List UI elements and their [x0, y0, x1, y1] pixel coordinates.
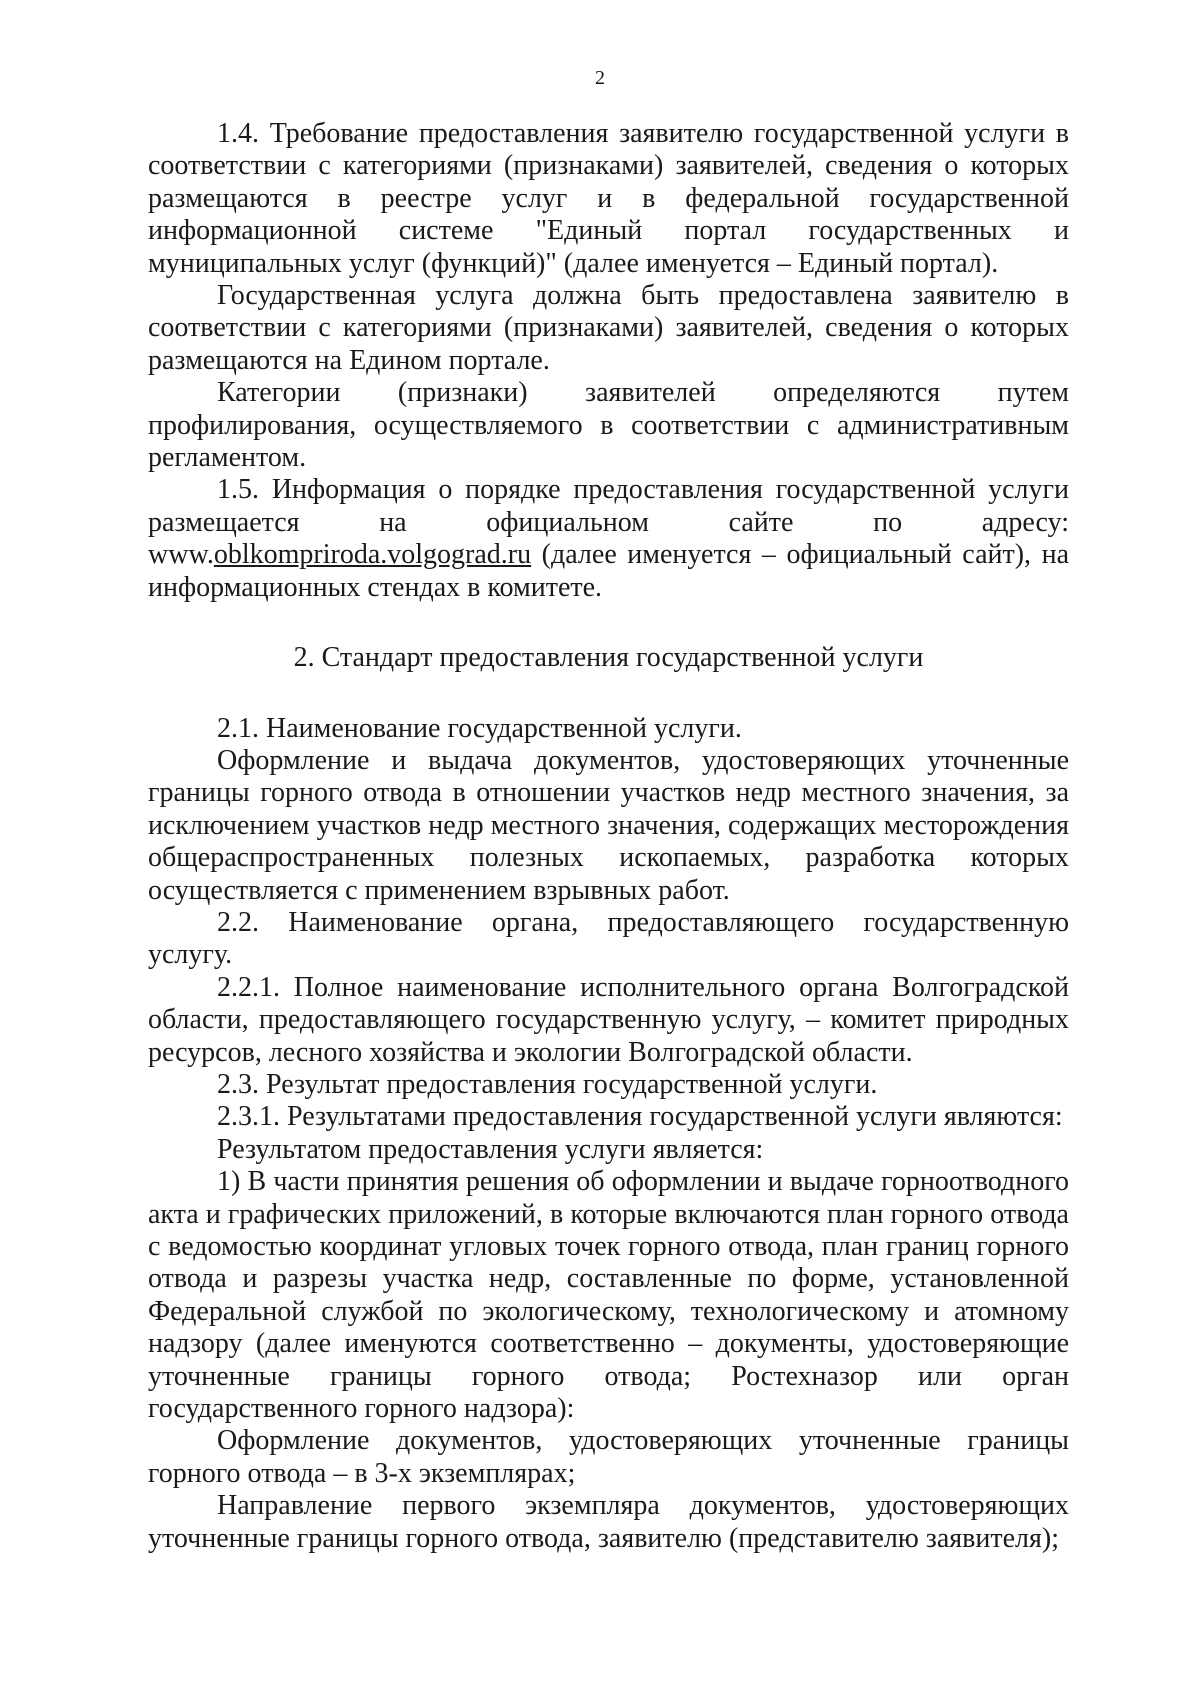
paragraph-1-4: 1.4. Требование предоставления заявителю государственной услуги в соответствии с категориями (признаками) заявителей, сведения о которых размещаются в реестре услуг и в федеральной государственной информационной системе "Единый портал государственных и муниципальных услуг (функций)" (далее именуется – Единый портал). — [148, 118, 1069, 279]
paragraph-1-5-text-after: (далее именуется – официальный сайт), на информационных стендах в комитете. — [148, 539, 1069, 603]
paragraph-1-5-text-before: 1.5. Информация о порядке предоставления государственной услуги размещается на официальном сайте по адресу: www. — [148, 474, 1069, 571]
paragraph-result-intro: Результатом предоставления услуги является: — [217, 1133, 764, 1165]
paragraph-applicant-categories: Категории (признаки) заявителей определяются путем профилирования, осуществляемого в соответствии с административным регламентом. — [148, 377, 1069, 474]
paragraph-result-item-1: 1) В части принятия решения об оформлении и выдаче горноотводного акта и графических приложений, в которые включаются план горного отвода с ведомостью координат угловых точек горного отвода, план границ горного отвода и разрезы участка недр, составленные по форме, установленной Федеральной службой по экологическому, технологическому и атомному надзору (далее именуются соответственно – документы, удостоверяющие уточненные границы горного отвода; Ростехназор или орган государственного горного надзора): — [148, 1166, 1069, 1425]
paragraph-1-5 — [148, 474, 1069, 604]
page-number: 2 — [595, 67, 605, 89]
paragraph-2-3: 2.3. Результат предоставления государственной услуги. — [217, 1068, 878, 1100]
paragraph-2-2: 2.2. Наименование органа, предоставляющего государственную услугу. — [148, 906, 1069, 971]
paragraph-documents-preparation: Оформление документов, удостоверяющих уточненные границы горного отвода – в 3-х экземплярах; — [148, 1425, 1069, 1489]
official-site-link[interactable]: oblkompriroda.volgograd.ru — [213, 539, 532, 571]
paragraph-documents-sending: Направление первого экземпляра документов, удостоверяющих уточненные границы горного отвода, заявителю (представителю заявителя); — [148, 1490, 1069, 1554]
paragraph-service-name: Оформление и выдача документов, удостоверяющих уточненные границы горного отвода в отношении участков недр местного значения, за исключением участков недр местного значения, содержащих месторождения общераспространенных полезных ископаемых, разработка которых осуществляется с применением взрывных работ. — [148, 744, 1069, 906]
paragraph-2-3-1: 2.3.1. Результатами предоставления государственной услуги являются: — [217, 1101, 1063, 1133]
paragraph-service-provision: Государственная услуга должна быть предоставлена заявителю в соответствии с категориями (признаками) заявителей, сведения о которых размещаются на Едином портале. — [148, 280, 1069, 376]
section-heading: 2. Стандарт предоставления государственной услуги — [293, 642, 924, 674]
paragraph-2-2-1: 2.2.1. Полное наименование исполнительного органа Волгоградской области, предоставляющего государственную услугу, – комитет природных ресурсов, лесного хозяйства и экологии Волгоградской области. — [148, 971, 1069, 1068]
paragraph-2-1: 2.1. Наименование государственной услуги. — [217, 712, 742, 744]
document-body — [148, 118, 1069, 1555]
